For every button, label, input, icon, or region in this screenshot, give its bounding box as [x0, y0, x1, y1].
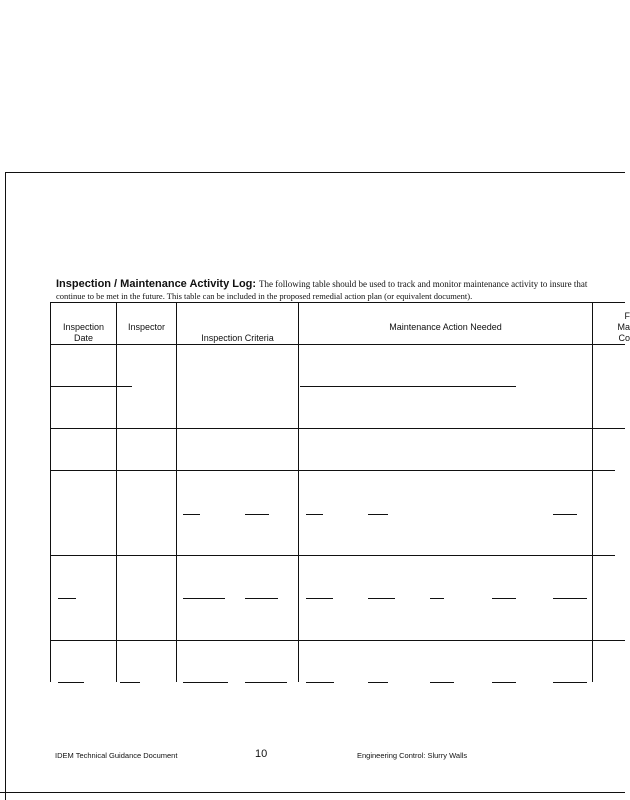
- header-partial-column: [600, 311, 630, 344]
- row-dash: [368, 682, 388, 683]
- row-dash: [58, 598, 76, 599]
- log-title: Inspection / Maintenance Activity Log: [56, 278, 253, 290]
- row-dash: [492, 682, 516, 683]
- header-partial-line3: Co: [618, 333, 630, 343]
- intro-text-line-1: The following table should be used to track and monitor maintenance activity to insure that: [259, 279, 588, 289]
- col-line-0: [50, 302, 51, 682]
- row-dash: [245, 682, 287, 683]
- row-line-2: [50, 428, 625, 429]
- row-dash: [430, 682, 454, 683]
- footer-right-text: Engineering Control: Slurry Walls: [357, 751, 468, 760]
- row-dash: [368, 514, 388, 515]
- row-dash: [183, 514, 200, 515]
- row-dash: [245, 598, 278, 599]
- header-maintenance-action: Maintenance Action Needed: [389, 322, 502, 332]
- page-number: 10: [255, 748, 268, 760]
- header-inspection-criteria: Inspection Criteria: [201, 333, 274, 343]
- log-title-line: Inspection / Maintenance Activity Log: The following table should be used to track and monitor maintenance activity to insure that: [56, 278, 588, 290]
- intro-text-line-2: continue to be met in the future. This table can be included in the proposed remedial action plan (or equivalent document).: [56, 291, 473, 301]
- footer-left-text: IDEM Technical Guidance Document: [55, 751, 178, 760]
- row-line-1b: [300, 386, 516, 387]
- col-line-3: [298, 302, 299, 682]
- row-dash: [120, 682, 140, 683]
- row-dash: [58, 682, 84, 683]
- row-dash: [492, 598, 516, 599]
- header-inspection-date-line2: Date: [73, 333, 93, 343]
- row-line-7: [50, 640, 625, 641]
- row-dash: [306, 514, 323, 515]
- bottom-rule: [0, 792, 625, 793]
- row-line-3: [50, 470, 615, 471]
- col-line-1: [116, 302, 117, 682]
- header-inspection-date-line1: Inspection: [62, 322, 105, 332]
- row-dash: [183, 598, 225, 599]
- row-line-5: [50, 555, 615, 556]
- row-dash: [183, 682, 228, 683]
- row-dash: [306, 598, 333, 599]
- row-dash: [553, 598, 587, 599]
- left-border-line: [5, 172, 6, 800]
- col-line-2: [176, 302, 177, 682]
- row-dash: [368, 598, 395, 599]
- header-bottom-line: [50, 344, 625, 345]
- top-border-line: [5, 172, 625, 173]
- row-line-1a: [50, 386, 132, 387]
- row-dash: [553, 682, 587, 683]
- header-partial-line2: Ma: [617, 322, 630, 332]
- header-partial-line1: F: [624, 311, 630, 321]
- header-inspection-date: [51, 322, 116, 344]
- row-dash: [553, 514, 577, 515]
- table-top-line: [50, 302, 625, 303]
- col-line-4: [592, 302, 593, 682]
- row-dash: [245, 514, 269, 515]
- row-dash: [430, 598, 444, 599]
- header-inspector: Inspector: [127, 322, 166, 332]
- row-dash: [306, 682, 334, 683]
